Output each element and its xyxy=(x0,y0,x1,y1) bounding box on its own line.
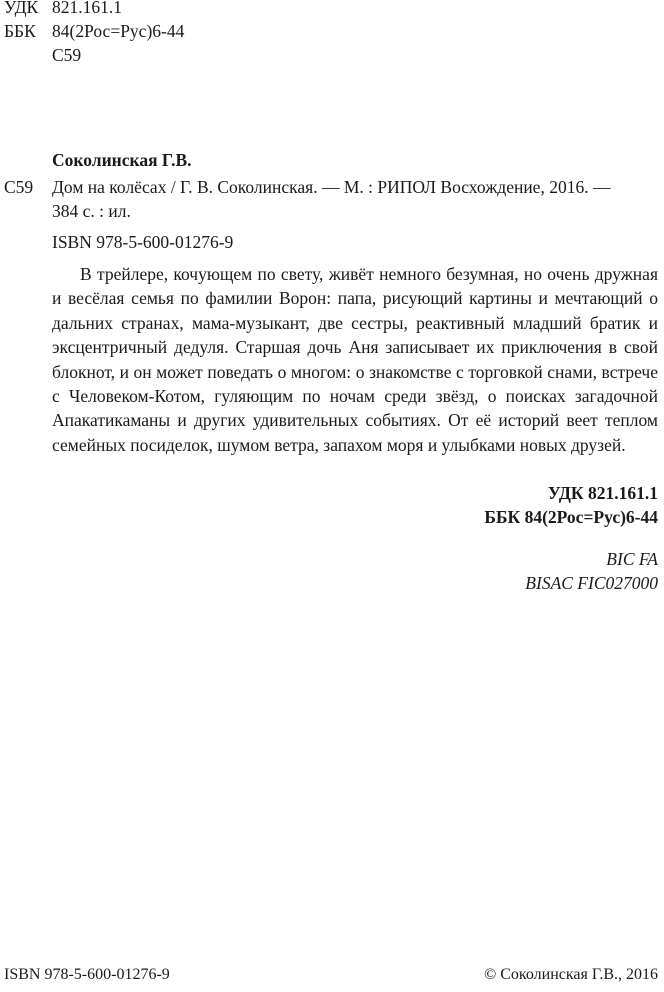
right-udk: УДК 821.161.1 xyxy=(547,483,658,503)
bbk-value: 84(2Рос=Рус)6-44 xyxy=(52,21,185,41)
footer-copyright: © Соколинская Г.В., 2016 xyxy=(484,966,658,983)
udk-value: 821.161.1 xyxy=(52,0,122,17)
udk-label: УДК xyxy=(4,0,39,17)
annotation xyxy=(52,262,658,457)
author-mark-top: С59 xyxy=(52,45,82,65)
annotation-text: В трейлере, кочующем по свету, живёт немного безумная, но очень дружная и весёлая семья по фамилии Ворон: папа, рисующий картины и мечтающий о дальних странах, мама-музыкант, две сестры, реактивный младший братик и эксцентричный дедуля. Старшая дочь Аня записывает их приключения в свой блокнот, и он может поведать о многом: о знакомстве с торговкой снами, встрече с Человеком-Котом, гуляющим по ночам среди звёзд, о поисках загадочной Апакатикаманы и других удивительных событиях. От её историй веет теплом семейных посиделок, шумом ветра, запахом моря и улыбками новых друзей. xyxy=(52,264,658,455)
title-line: Дом на колёсах / Г. В. Соколинская. — М. : РИПОЛ Восхождение, 2016. — xyxy=(52,177,611,197)
bbk-label: ББК xyxy=(4,21,36,41)
record-isbn: ISBN 978-5-600-01276-9 xyxy=(52,232,234,252)
author-name: Соколинская Г.В. xyxy=(52,150,192,170)
author-mark-record: С59 xyxy=(4,177,34,197)
bic-code: BIC FA xyxy=(606,549,658,569)
footer-isbn: ISBN 978-5-600-01276-9 xyxy=(4,966,170,983)
right-bbk: ББК 84(2Рос=Рус)6-44 xyxy=(484,507,658,527)
bisac-code: BISAC FIC027000 xyxy=(525,573,658,593)
extent-line: 384 с. : ил. xyxy=(52,201,131,221)
